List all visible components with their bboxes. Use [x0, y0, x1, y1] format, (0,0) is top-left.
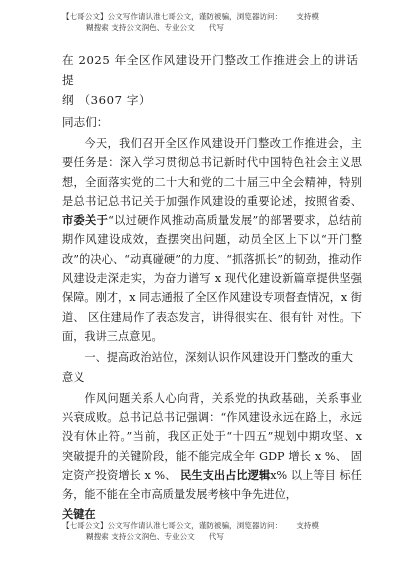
footer-line-2: 糊搜索 支持公文润色、专业公文 代写: [86, 531, 224, 541]
document-body: [62, 50, 362, 524]
section-heading-1: 一、提高政治站位，深刻认识作风建设开门整改的重大意义: [62, 351, 353, 384]
greeting: 同志们：: [62, 115, 109, 129]
document-title: 在 2025 年全区作风建设开门整改工作推进会上的讲话提 纲 （3607 字）: [62, 53, 359, 107]
footer-line-1: 【七哥公文】公文写作请认准七哥公文，谨防被骗，浏览器访问： 支持模: [62, 521, 319, 530]
paragraph-section1: 作风问题关系人心向背，关系党的执政基础，关系事业兴衰成败。总书记总书记强调：“作风建设永远在路上，永远没有休止符。”当前，我区正处于“十四五”规划中期攻坚、x 突破提升的关键阶段，能不能完成全年 GDP 增长 x %、 固定资产投资增长 x %、 民生支出占比逻辑x% 以上等目 标任务，能不能在全市高质量发展考核中争先进位，: [62, 391, 362, 502]
page-footer-watermark: [62, 521, 362, 542]
paragraph-intro: 今天，我们召开全区作风建设开门整改工作推进会，主要任务是：深入学习贯彻总书记新时代中国特色社会主义思想，全面落实党的二十大和党的二十届三中全会精神，特别是总书记总书记关于加强作风建设的重要论述，按照省委、市委关于“以过硬作风推动高质量发展”的部署要求，总结前期作风建设成效，查摆突出问题，动员全区上下以“开门整改”的决心、“动真碰硬”的力度、“抓落抓长”的韧劲，推动作风建设走深走实，为奋力谱写 x 现代化建设新篇章提供坚强保障。刚才，x 同志通报了全区作风建设专项督查情况，x 街道、 区住建局作了表态发言，讲得很实在、很有针 对性。下面，我讲三点意见。: [62, 137, 362, 343]
header-line-2: 糊搜索 支持公文润色、专业公文 代写: [86, 22, 224, 32]
page-last-line: 关键在: [62, 506, 96, 521]
page-header-watermark: [62, 12, 362, 33]
header-line-1: 【七哥公文】公文写作请认准七哥公文，谨防被骗，浏览器访问： 支持模: [62, 12, 319, 21]
